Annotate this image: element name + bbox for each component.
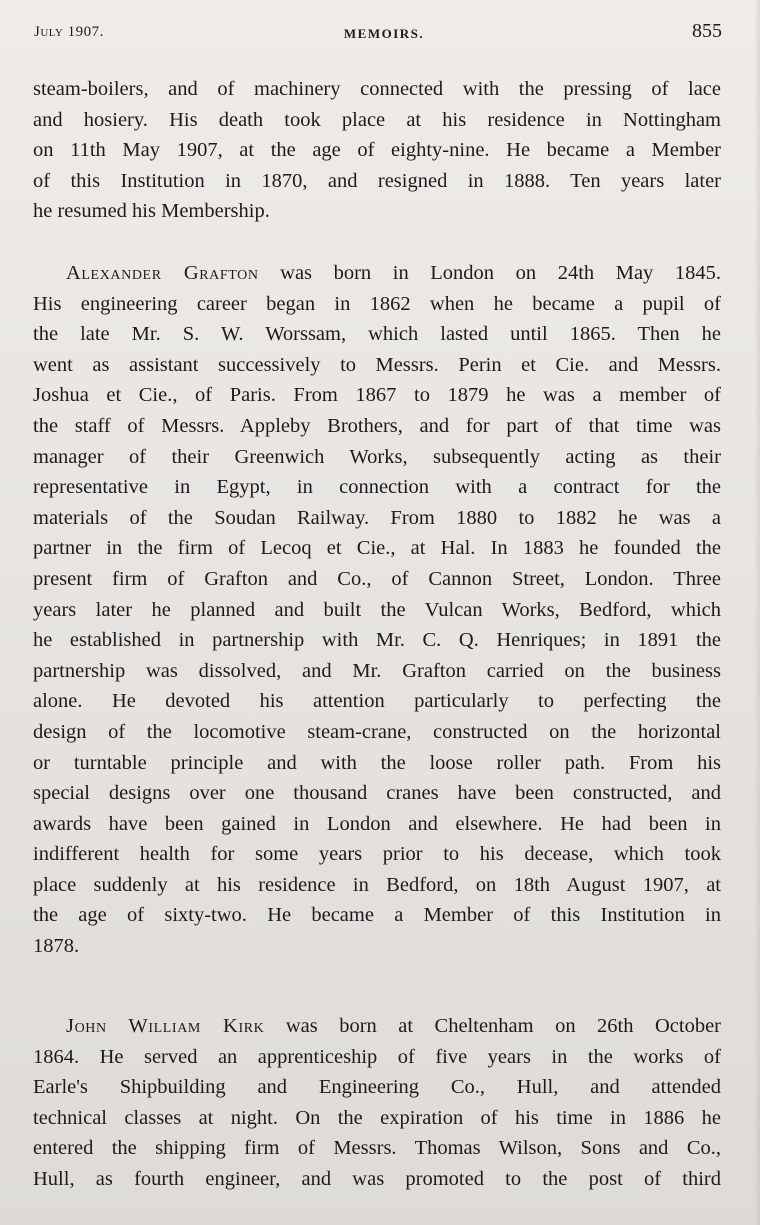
- text-line: on 11th May 1907, at the age of eighty-nine. He became a Member: [33, 139, 721, 162]
- page-edge-shadow: [754, 0, 760, 1225]
- text-line: Earle's Shipbuilding and Engineering Co., Hull, and attended: [33, 1076, 721, 1099]
- text-line: he resumed his Membership.: [33, 200, 270, 223]
- text-line: special designs over one thousand cranes have been constructed, and: [33, 782, 721, 805]
- memoir-alexander-grafton: [33, 258, 721, 962]
- text-line: the age of sixty-two. He became a Member of this Institution in: [33, 904, 721, 927]
- text-line: design of the locomotive steam-crane, constructed on the horizontal: [33, 720, 721, 743]
- text-line: present firm of Grafton and Co., of Cannon Street, London. Three: [33, 567, 721, 590]
- header-date: July 1907.: [34, 24, 104, 40]
- text-line: he established in partnership with Mr. C. Q. Henriques; in 1891 the: [33, 629, 721, 652]
- text-line: 1878.: [33, 935, 80, 958]
- text-line: 1864. He served an apprenticeship of five years in the works of: [33, 1045, 721, 1068]
- text-line: awards have been gained in London and elsewhere. He had been in: [33, 812, 721, 835]
- text-line: years later he planned and built the Vulcan Works, Bedford, which: [33, 598, 721, 621]
- header-section-title: MEMOIRS.: [343, 26, 425, 41]
- text-line: His engineering career began in 1862 when he became a pupil of: [33, 292, 721, 315]
- memoir-subject-name: Alexander Grafton: [66, 262, 259, 284]
- memoir-paragraph-continued: [33, 74, 721, 227]
- text-line: representative in Egypt, in connection with a contract for the: [33, 476, 721, 499]
- page-number: 855: [692, 20, 722, 42]
- running-head: [34, 20, 722, 44]
- text-line: Alexander Grafton was born in London on 24th May 1845.: [66, 262, 721, 284]
- text-line: materials of the Soudan Railway. From 1880 to 1882 he was a: [33, 506, 721, 529]
- text-line: indifferent health for some years prior to his decease, which took: [33, 843, 721, 866]
- text-line: partnership was dissolved, and Mr. Grafton carried on the business: [33, 659, 721, 682]
- text-line: John William Kirk was born at Cheltenham on 26th October: [66, 1015, 722, 1037]
- text-line: alone. He devoted his attention particularly to perfecting the: [33, 690, 721, 713]
- memoir-subject-name: John William Kirk: [66, 1015, 265, 1037]
- text-line: manager of their Greenwich Works, subsequently acting as their: [33, 445, 721, 468]
- memoir-john-william-kirk: [33, 1011, 721, 1195]
- text-line: and hosiery. His death took place at his residence in Nottingham: [33, 108, 721, 131]
- text-line: the late Mr. S. W. Worssam, which lasted until 1865. Then he: [33, 323, 721, 346]
- text-line: partner in the firm of Lecoq et Cie., at Hal. In 1883 he founded the: [33, 537, 721, 560]
- text-line: entered the shipping firm of Messrs. Thomas Wilson, Sons and Co.,: [33, 1137, 721, 1160]
- text-line: steam-boilers, and of machinery connected with the pressing of lace: [33, 78, 721, 100]
- text-line: place suddenly at his residence in Bedford, on 18th August 1907, at: [33, 873, 721, 896]
- text-line: the staff of Messrs. Appleby Brothers, and for part of that time was: [33, 414, 721, 437]
- text-line: or turntable principle and with the loose roller path. From his: [33, 751, 721, 774]
- text-line: of this Institution in 1870, and resigned in 1888. Ten years later: [33, 169, 721, 192]
- text-line: Joshua et Cie., of Paris. From 1867 to 1879 he was a member of: [33, 384, 721, 407]
- text-line: Hull, as fourth engineer, and was promoted to the post of third: [33, 1167, 721, 1190]
- text-line: went as assistant successively to Messrs. Perin et Cie. and Messrs.: [33, 353, 721, 376]
- text-line: technical classes at night. On the expiration of his time in 1886 he: [33, 1106, 721, 1129]
